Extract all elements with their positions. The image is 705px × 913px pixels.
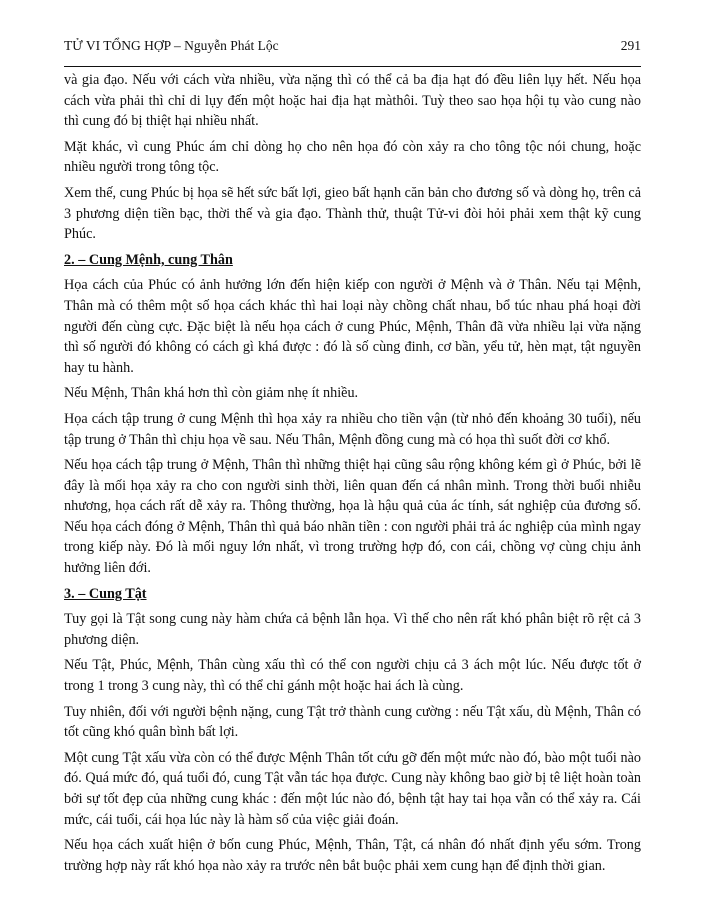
paragraph: Nếu họa cách tập trung ở Mệnh, Thân thì những thiệt hại cũng sâu rộng không kém gì ở Phúc, bởi lẽ đây là mối họa xảy ra cho con người sinh thời, liên quan đến cá nhân mình. Trong thời buổi nhiễu nhương, họa cách rất dễ xảy ra. Thông thường, họa là hậu quả của ác tính, sát nghiệp của đương số. Nếu họa cách đóng ở Mệnh, Thân thì quả báo nhãn tiền : con người phải trả ác nghiệp của mình ngay trong kiếp này. Đó là mối nguy lớn nhất, vì trong trường hợp đó, con cái, chồng vợ cùng chịu ảnh hưởng liên đới. — [64, 457, 641, 577]
paragraph: Tuy gọi là Tật song cung này hàm chứa cả bệnh lẫn họa. Vì thế cho nên rất khó phân biệt rõ rệt cả 3 phương diện. — [64, 611, 641, 648]
section-heading: 3. – Cung Tật — [64, 585, 147, 602]
paragraph: Họa cách tập trung ở cung Mệnh thì họa xảy ra nhiều cho tiền vận (từ nhỏ đến khoảng 30 tuổi), nếu tập trung ở Thân thì chịu họa về sau. Nếu Thân, Mệnh đồng cung mà có họa thì suốt đời cơ khổ. — [64, 410, 641, 448]
document-page — [64, 38, 641, 881]
page-number: 291 — [620, 38, 641, 53]
paragraph: Một cung Tật xấu vừa còn có thể được Mệnh Thân tốt cứu gỡ đến một mức nào đó, bào một tuổi nào đó. Quá mức đó, quá tuổi đó, cung Tật vẫn tác họa được. Cung này không bao giờ bị tê liệt hoàn toàn bởi sự tốt đẹp của những cung khác : đến một lúc nào đó, bệnh tật hay tai họa vẫn có thể xảy ra. Cái mức, cái tuổi, cái họa lúc này là hàm số của việc giải đoán. — [64, 749, 641, 828]
paragraph: Tuy nhiên, đối với người bệnh nặng, cung Tật trở thành cung cường : nếu Tật xấu, dù Mệnh, Thân có tốt cũng khó quân bình bất lợi. — [64, 703, 641, 741]
page-body — [64, 70, 641, 876]
paragraph: Mặt khác, vì cung Phúc ám chỉ dòng họ cho nên họa đó còn xảy ra cho tông tộc nói chung, hoặc nhiều người trong tông tộc. — [64, 138, 641, 176]
paragraph: Xem thế, cung Phúc bị họa sẽ hết sức bất lợi, gieo bất hạnh căn bản cho đương số và dòng họ, trên cả 3 phương diện tiền bạc, thời thế và gia đạo. Thành thử, thuật Tử-vi đòi hỏi phải xem thật kỹ cung Phúc. — [64, 184, 641, 243]
paragraph: Nếu Tật, Phúc, Mệnh, Thân cùng xấu thì có thể con người chịu cả 3 ách một lúc. Nếu được tốt ở trong 1 trong 3 cung này, thì có thể chỉ gánh một hoặc hai ách là cùng. — [64, 657, 641, 695]
paragraph: và gia đạo. Nếu với cách vừa nhiều, vừa nặng thì có thể cả ba địa hạt đó đều liên lụy hết. Nếu họa cách vừa phải thì chỉ di lụy đến một hoặc hai địa hạt màthôi. Tuỳ theo sao họa hội tụ vào cung nào thì cung đó bị thiệt hại nhiều nhất. — [64, 72, 641, 130]
book-title: TỬ VI TỔNG HỢP – Nguyễn Phát Lộc — [64, 38, 279, 53]
paragraph: Nếu họa cách xuất hiện ở bốn cung Phúc, Mệnh, Thân, Tật, cá nhân đó nhất định yểu sớm. Trong trường hợp này rất khó họa nào xảy ra trước nên bắt buộc phải xem cung hạn để định thời gian. — [64, 837, 641, 874]
paragraph: Nếu Mệnh, Thân khá hơn thì còn giảm nhẹ ít nhiều. — [64, 385, 359, 402]
running-header — [64, 38, 641, 60]
paragraph: Họa cách của Phúc có ảnh hưởng lớn đến hiện kiếp con người ở Mệnh và ở Thân. Nếu tại Mệnh, Thân mà có thêm một số họa cách khác thì hai loại này chồng chất nhau, bổ túc nhau phá hoại đời người đến cùng cực. Đặc biệt là nếu họa cách ở cung Phúc, Mệnh, Thân đã vừa nhiều lại vừa nặng thì số người đó không có cách gì khá được : đó là số cùng đinh, cơ bần, yểu tử, hèn mạt, tật nguyền hay tu hành. — [64, 277, 641, 376]
header-rule — [64, 66, 641, 67]
section-heading: 2. – Cung Mệnh, cung Thân — [64, 251, 233, 268]
